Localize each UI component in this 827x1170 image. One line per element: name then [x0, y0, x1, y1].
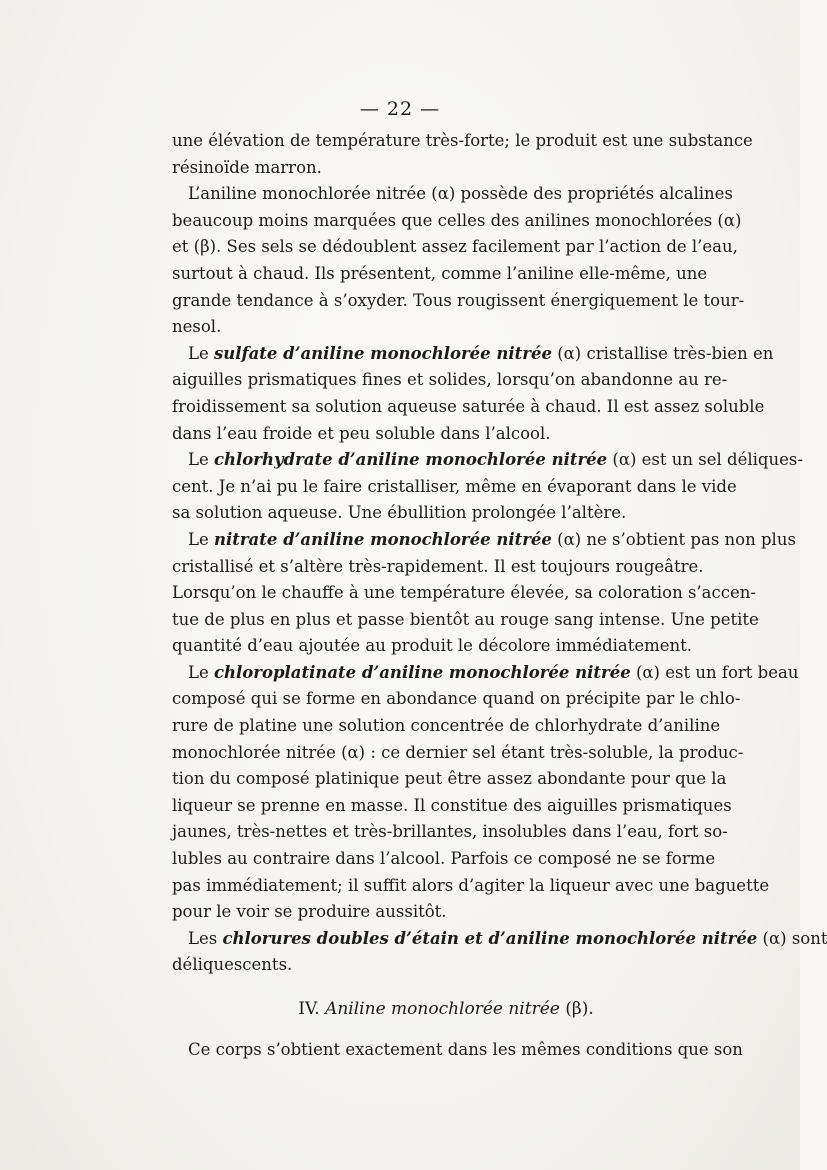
text-line: cent. Je n’ai pu le faire cristalliser, même en évaporant dans le vide: [172, 476, 737, 496]
text-line: [172, 527, 796, 554]
line-rest: (α) sont: [757, 928, 827, 948]
line-lead: Le: [188, 343, 214, 363]
line-lead: Le: [188, 450, 214, 470]
text-line: pas immédiatement; il suffit alors d’agiter la liqueur avec une baguette: [172, 875, 770, 895]
text-line: jaunes, très-nettes et très-brillantes, insolubles dans l’eau, fort so-: [172, 822, 728, 842]
text-line: une élévation de température très-forte; le produit est une substance: [172, 131, 753, 150]
text-line: Lorsqu’on le chauffe à une température élevée, sa coloration s’accen-: [172, 583, 756, 603]
line-rest: (α) est un fort beau: [630, 662, 799, 682]
line-lead: Les: [188, 928, 223, 948]
text-line: nesol.: [172, 317, 222, 337]
text-line: liqueur se prenne en masse. Il constitue des aiguilles prismatiques: [172, 795, 732, 815]
text-line: et (β). Ses sels se dédoublent assez facilement par l’action de l’eau,: [172, 237, 738, 257]
line-rest: (α) est un sel déliques-: [607, 450, 803, 470]
line-lead: Le: [188, 662, 214, 682]
line-rest: (α) cristallise très-bien en: [551, 343, 774, 363]
text-line: [172, 660, 799, 687]
text-line: composé qui se forme en abondance quand on précipite par le chlo-: [172, 689, 741, 709]
text-line: dans l’eau froide et peu soluble dans l’alcool.: [172, 423, 551, 443]
text-line: froidissement sa solution aqueuse saturée à chaud. Il est assez soluble: [172, 396, 765, 416]
text-line: quantité d’eau ajoutée au produit le décolore immédiatement.: [172, 636, 693, 656]
compound-name: chloroplatinate d’aniline monochlorée nitrée: [213, 662, 631, 682]
section-numeral: IV.: [298, 999, 326, 1019]
text-line: Ce corps s’obtient exactement dans les mêmes conditions que son: [188, 1040, 743, 1059]
text-line: sa solution aqueuse. Une ébullition prolongée l’altère.: [172, 503, 627, 523]
text-line: surtout à chaud. Ils présentent, comme l’aniline elle-même, une: [172, 263, 708, 283]
text-line: monochlorée nitrée (α) : ce dernier sel étant très-soluble, la produc-: [172, 742, 744, 762]
text-line: tion du composé platinique peut être assez abondante pour que la: [172, 769, 727, 789]
text-line: cristallisé et s’altère très-rapidement. Il est toujours rougeâtre.: [172, 556, 704, 576]
text-line: beaucoup moins marquées que celles des anilines monochlorées (α): [172, 210, 742, 230]
text-line: lubles au contraire dans l’alcool. Parfois ce composé ne se forme: [172, 849, 716, 869]
text-line: [172, 926, 827, 953]
text-line: rure de platine une solution concentrée de chlorhydrate d’aniline: [172, 716, 721, 736]
section-suffix: (β).: [559, 999, 594, 1019]
compound-name: sulfate d’aniline monochlorée nitrée: [213, 343, 552, 363]
section-title: Aniline monochlorée nitrée: [325, 999, 560, 1019]
text-line: aiguilles prismatiques fines et solides, lorsqu’on abandonne au re-: [172, 370, 728, 390]
text-line: [172, 341, 774, 368]
compound-name: chlorhydrate d’aniline monochlorée nitrée: [213, 450, 608, 470]
text-line: grande tendance à s’oxyder. Tous rougissent énergiquement le tour-: [172, 290, 745, 310]
page-number: — 22 —: [359, 98, 441, 120]
line-lead: Le: [188, 529, 214, 549]
text-line: L’aniline monochlorée nitrée (α) possède des propriétés alcalines: [188, 184, 733, 204]
text-line: déliquescents.: [172, 955, 293, 975]
section-heading: [172, 989, 700, 1029]
text-line: tue de plus en plus et passe bientôt au rouge sang intense. Une petite: [172, 609, 759, 629]
body-text: [172, 128, 827, 1064]
compound-name: chlorures doubles d’étain et d’aniline monochlorée nitrée: [222, 928, 758, 948]
compound-name: nitrate d’aniline monochlorée nitrée: [213, 529, 552, 549]
line-rest: (α) ne s’obtient pas non plus: [551, 529, 796, 549]
text-line: [172, 447, 803, 474]
text-line: pour le voir se produire aussitôt.: [172, 902, 447, 922]
text-line: résinoïde marron.: [172, 157, 322, 177]
